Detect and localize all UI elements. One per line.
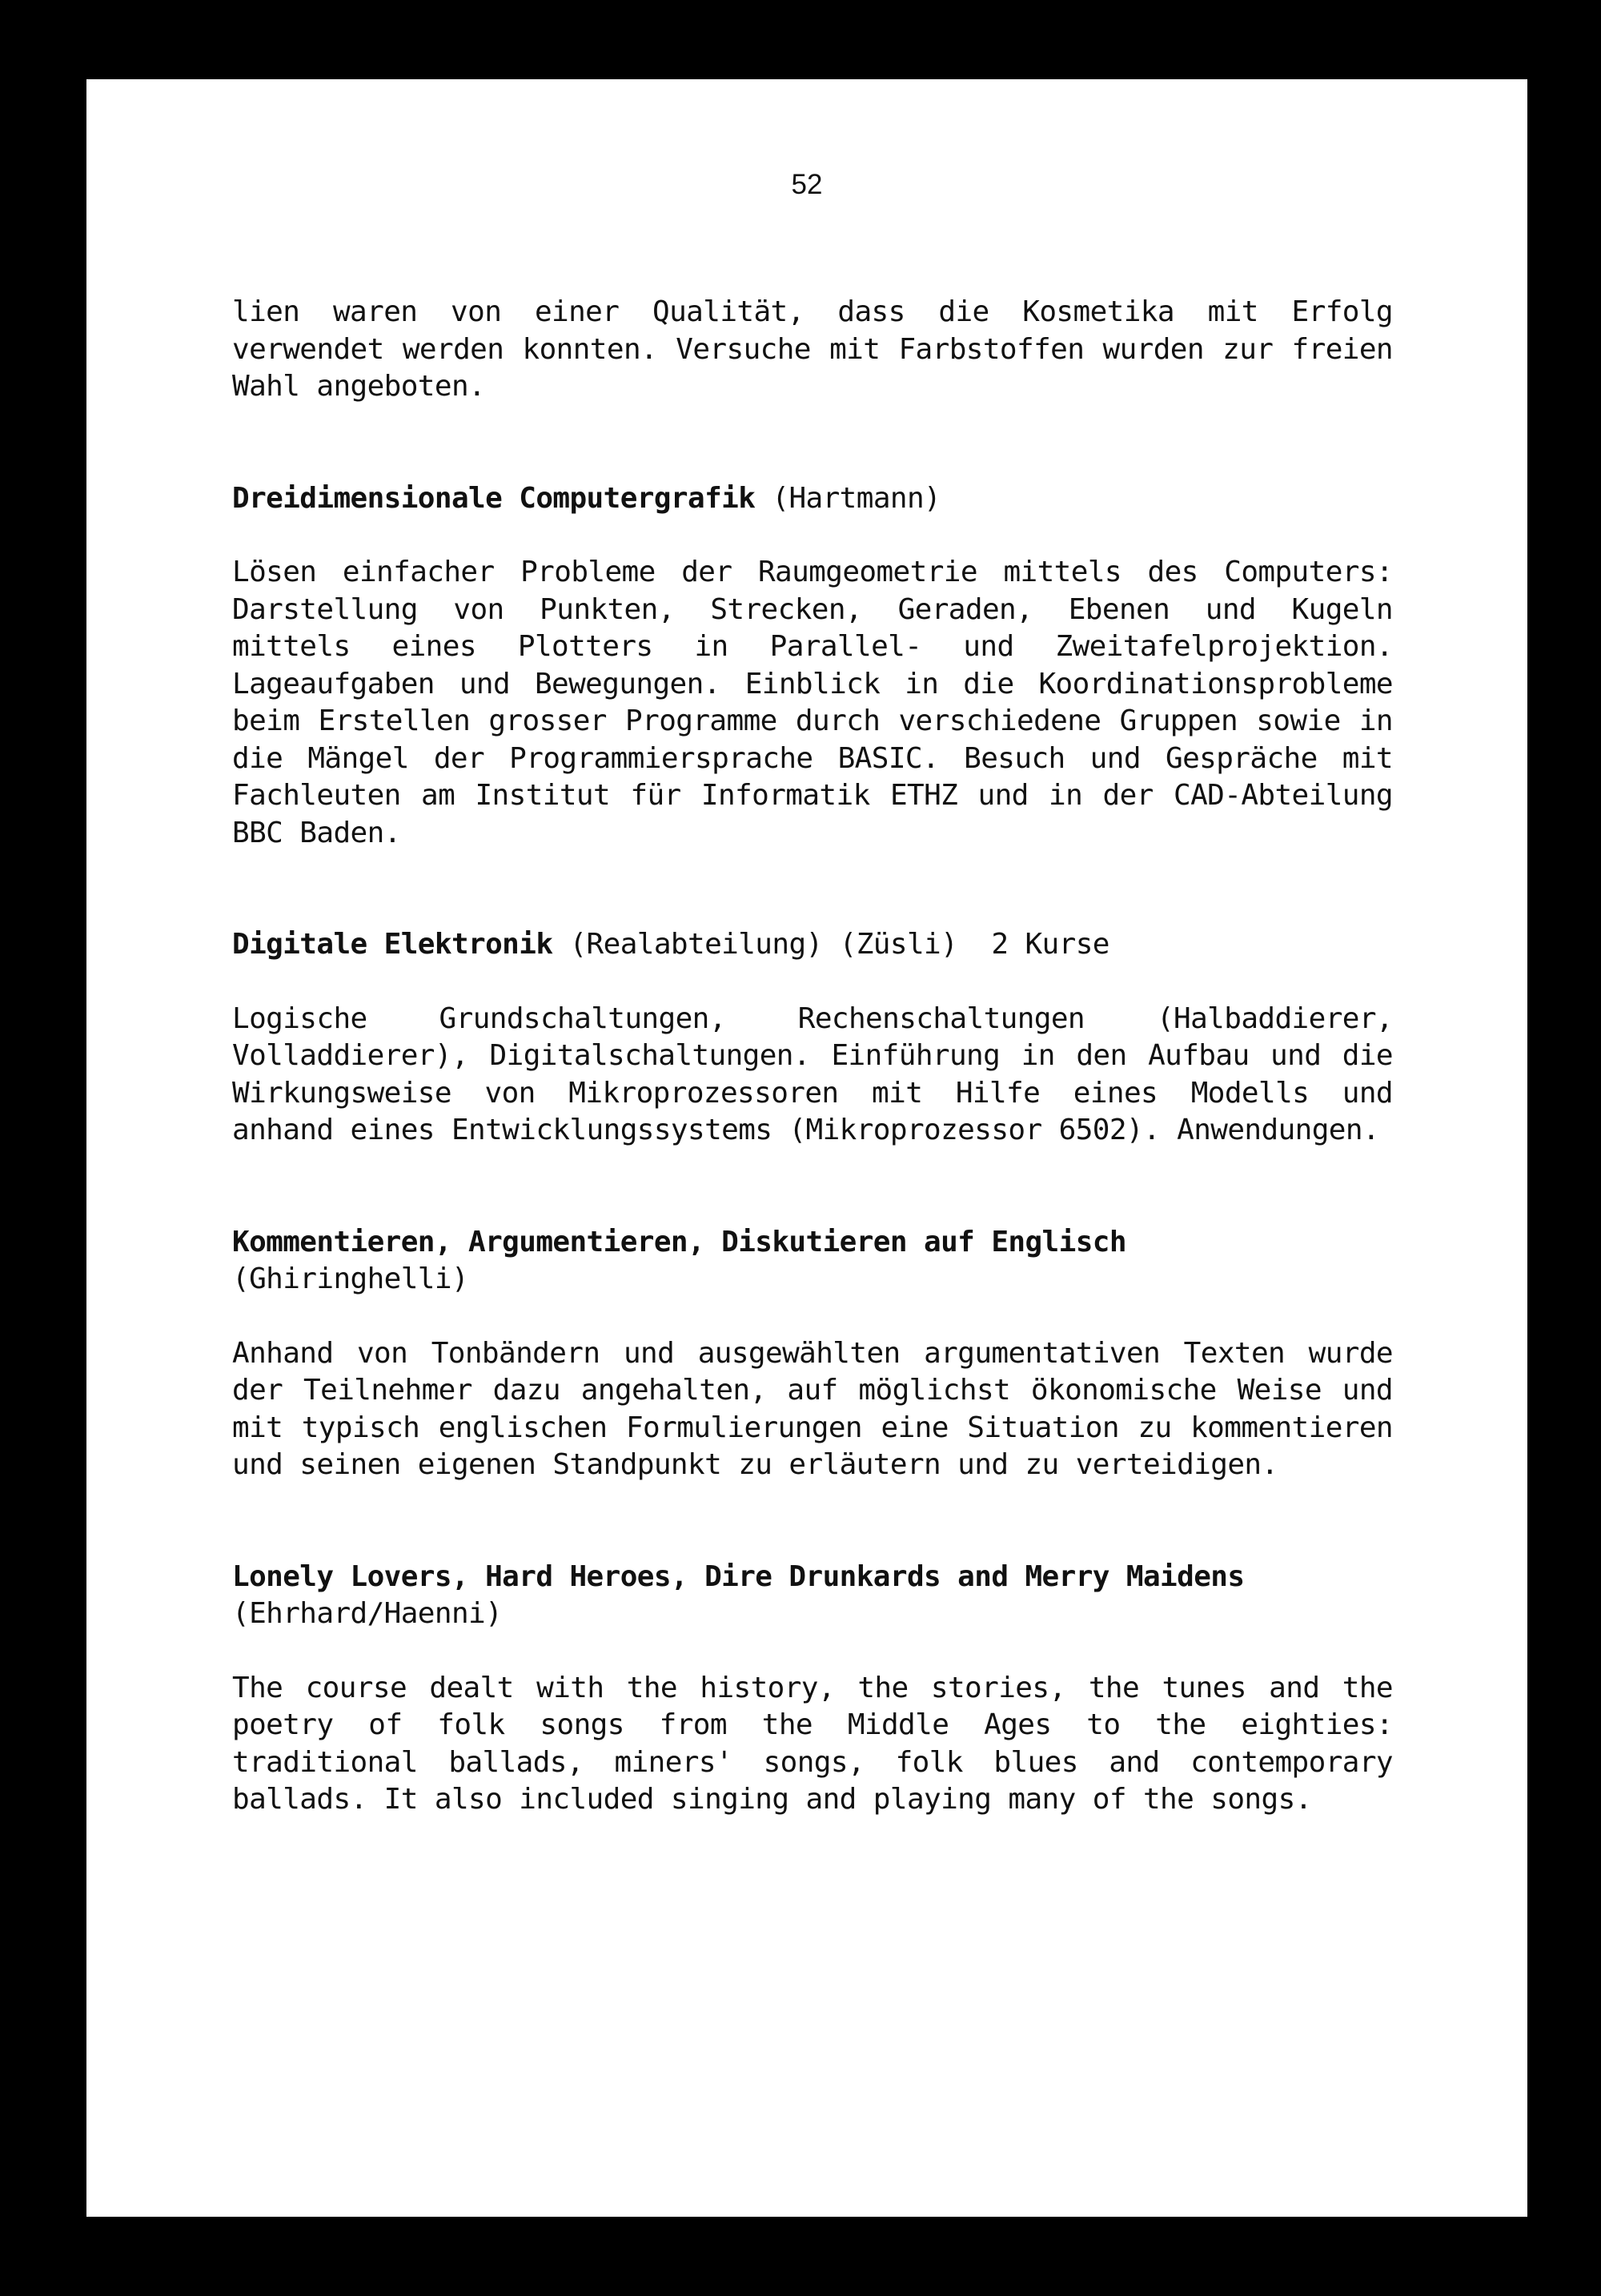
section-digitale-elektronik — [232, 926, 1393, 1150]
section-heading — [232, 1559, 1393, 1596]
section-computergrafik — [232, 480, 1393, 853]
page-number: 52 — [791, 169, 823, 200]
section-paragraph: Anhand von Tonbändern und ausgewählten argumentativen Texten wurde der Teilnehmer dazu angehalten, auf möglichst ökonomische Weise und mit typisch englischen Formulierungen eine Situation zu kommentieren und seinen eigenen Standpunkt zu erläutern und zu verteidigen. — [232, 1336, 1393, 1481]
section-paragraph: The course dealt with the history, the stories, the tunes and the poetry of folk songs from the Middle Ages to the eighties: traditional ballads, miners' songs, folk blues and contemporary ballads. It also included singing and playing many of the songs. — [232, 1671, 1393, 1816]
section-meta: (Hartmann) — [755, 481, 941, 515]
section-author: (Ehrhard/Haenni) — [232, 1597, 503, 1630]
section-lonely-lovers — [232, 1559, 1393, 1819]
section-title: Kommentieren, Argumentieren, Diskutieren auf Englisch — [232, 1225, 1126, 1258]
section-kommentieren — [232, 1224, 1393, 1484]
section-heading — [232, 480, 1393, 518]
section-meta: (Realabteilung) (Züsli) 2 Kurse — [552, 928, 1109, 961]
section-title: Dreidimensionale Computergrafik — [232, 481, 756, 515]
section-paragraph: Logische Grundschaltungen, Rechenschaltungen (Halbaddierer, Volladdierer), Digitalschaltungen. Einführung in den Aufbau und die Wirkungsweise von Mikroprozessoren mit Hilfe eines Modells und anhand eines Entwicklungssystems (Mikroprozessor 6502). Anwendungen. — [232, 1001, 1393, 1146]
section-title: Digitale Elektronik — [232, 928, 553, 961]
section-heading — [232, 926, 1393, 964]
section-paragraph: Lösen einfacher Probleme der Raumgeometrie mittels des Computers: Darstellung von Punkten, Strecken, Geraden, Ebenen und Kugeln mittels eines Plotters in Parallel- und Zweitafelprojektion. Lageaufgaben und Bewegungen. Einblick in die Koordinationsprobleme beim Erstellen grosser Programme durch verschiedene Gruppen sowie in die Mängel der Programmiersprache BASIC. Besuch und Gespräche mit Fachleuten am Institut für Informatik ETHZ und in der CAD-Abteilung BBC Baden. — [232, 556, 1393, 849]
intro-paragraph: lien waren von einer Qualität, dass die Kosmetika mit Erfolg verwendet werden konnten. Versuche mit Farbstoffen wurden zur freien Wahl angeboten. — [232, 295, 1393, 403]
page-body — [232, 294, 1393, 1819]
document-page — [86, 79, 1527, 2217]
section-author: (Ghiringhelli) — [232, 1262, 469, 1295]
section-heading — [232, 1224, 1393, 1262]
section-title: Lonely Lovers, Hard Heroes, Dire Drunkards and Merry Maidens — [232, 1559, 1245, 1593]
